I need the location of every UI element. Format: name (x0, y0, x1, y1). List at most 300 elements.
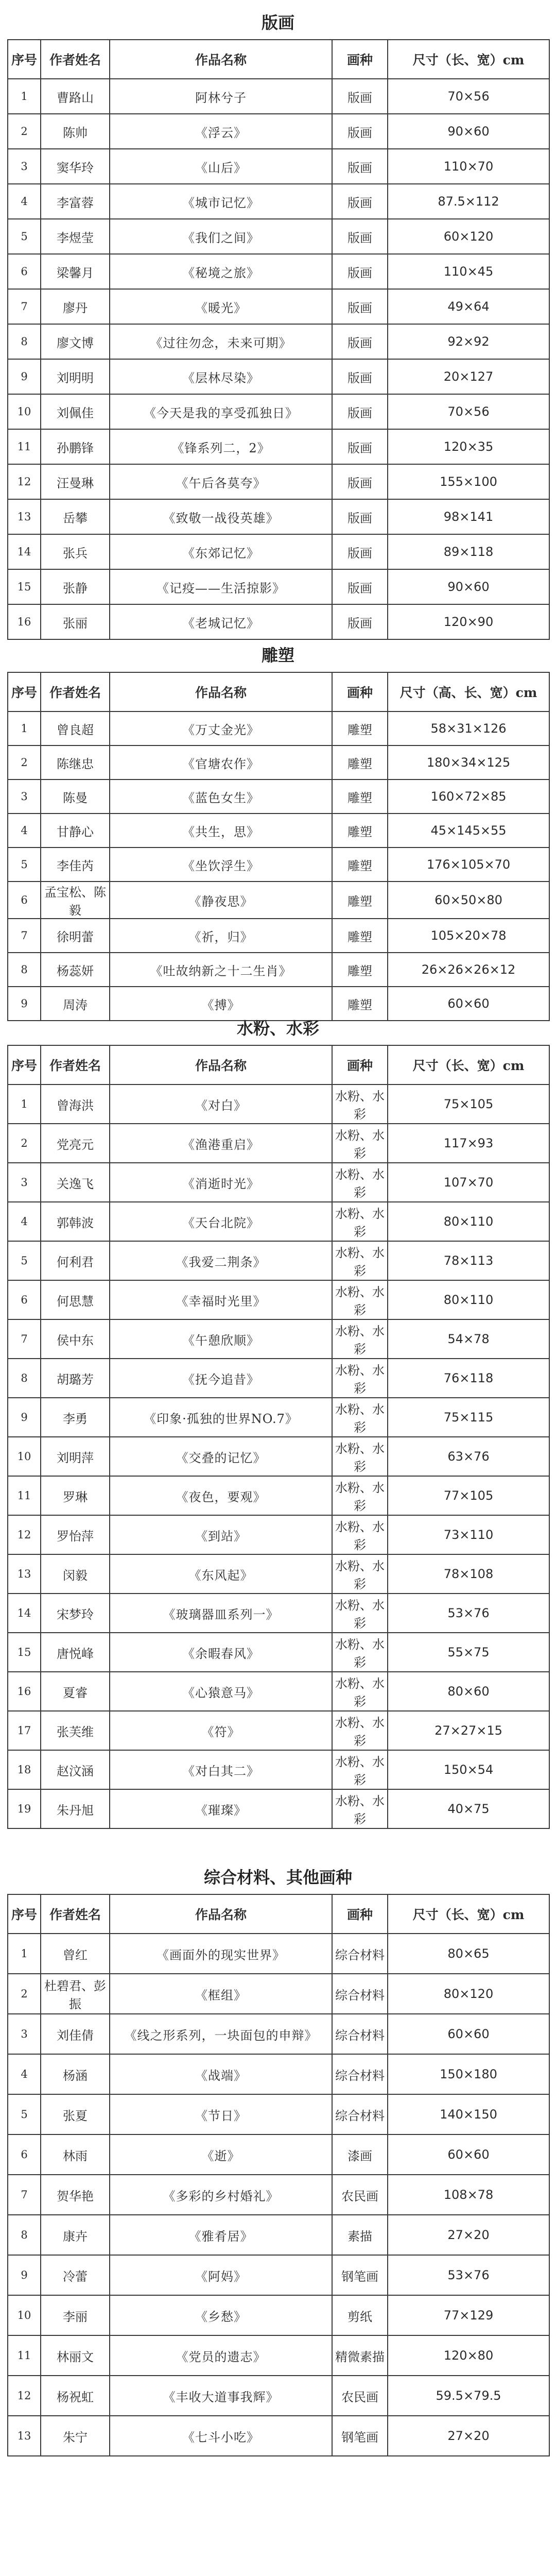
cell-size: 78×108 (388, 1554, 549, 1594)
cell-index: 12 (8, 1515, 41, 1554)
cell-title: 《暖光》 (110, 289, 332, 324)
cell-medium: 精微素描 (332, 2335, 388, 2376)
cell-medium: 综合材料 (332, 2054, 388, 2094)
cell-size: 60×60 (388, 2014, 549, 2054)
cell-author: 侯中东 (41, 1319, 110, 1359)
cell-medium: 版画 (332, 429, 388, 464)
cell-size: 70×56 (388, 394, 549, 429)
cell-title: 《玻璃器皿系列一》 (110, 1594, 332, 1633)
cell-author: 曾良超 (41, 711, 110, 745)
cell-title: 《乡愁》 (110, 2295, 332, 2335)
cell-size: 26×26×26×12 (388, 953, 549, 987)
cell-medium: 版画 (332, 254, 388, 289)
cell-size: 155×100 (388, 464, 549, 499)
table-header-row (8, 1045, 549, 1084)
table-row (8, 1163, 549, 1202)
cell-author: 夏睿 (41, 1672, 110, 1711)
table-row (8, 464, 549, 499)
cell-index: 13 (8, 499, 41, 534)
table-header-row (8, 40, 549, 79)
cell-title: 《老城记忆》 (110, 604, 332, 639)
cell-size: 120×80 (388, 2335, 549, 2376)
header-col-size: 尺寸（高、长、宽）cm (388, 672, 549, 711)
cell-index: 16 (8, 604, 41, 639)
cell-medium: 漆画 (332, 2134, 388, 2175)
cell-title: 《线之形系列，一块面包的申辩》 (110, 2014, 332, 2054)
table-row (8, 711, 549, 745)
cell-medium: 水粉、水彩 (332, 1359, 388, 1398)
cell-index: 7 (8, 1319, 41, 1359)
cell-size: 77×129 (388, 2295, 549, 2335)
cell-author: 孙鹏锋 (41, 429, 110, 464)
cell-size: 75×105 (388, 1084, 549, 1124)
cell-title: 《夜色，要观》 (110, 1476, 332, 1515)
cell-index: 3 (8, 779, 41, 814)
table-row (8, 324, 549, 359)
cell-title: 《框组》 (110, 1974, 332, 2014)
cell-medium: 雕塑 (332, 711, 388, 745)
cell-size: 20×127 (388, 359, 549, 394)
cell-index: 7 (8, 2175, 41, 2215)
cell-author: 张芙维 (41, 1711, 110, 1750)
table-row (8, 429, 549, 464)
cell-title: 《过往勿念，未来可期》 (110, 324, 332, 359)
cell-title: 《山后》 (110, 149, 332, 184)
table-row (8, 1437, 549, 1476)
cell-medium: 版画 (332, 219, 388, 254)
table-row (8, 882, 549, 919)
cell-index: 6 (8, 882, 41, 919)
cell-index: 2 (8, 1974, 41, 2014)
table-row (8, 359, 549, 394)
sculpture-table (7, 672, 550, 1021)
table-row (8, 1398, 549, 1437)
table-row (8, 745, 549, 779)
mixed-media-table (7, 1894, 550, 2456)
cell-author: 刘明萍 (41, 1437, 110, 1476)
cell-index: 9 (8, 2255, 41, 2295)
cell-author: 闵毅 (41, 1554, 110, 1594)
cell-author: 何利君 (41, 1241, 110, 1280)
cell-medium: 农民画 (332, 2376, 388, 2416)
table-header-row (8, 1894, 549, 1934)
cell-size: 60×50×80 (388, 882, 549, 919)
table-row (8, 2094, 549, 2134)
cell-medium: 雕塑 (332, 814, 388, 848)
table-row (8, 779, 549, 814)
cell-author: 李勇 (41, 1398, 110, 1437)
cell-author: 朱宁 (41, 2416, 110, 2456)
watercolor-table (7, 1045, 550, 1829)
cell-index: 6 (8, 254, 41, 289)
cell-medium: 版画 (332, 289, 388, 324)
cell-author: 罗怡萍 (41, 1515, 110, 1554)
cell-medium: 版画 (332, 604, 388, 639)
section-title: 版画 (261, 13, 294, 32)
cell-index: 8 (8, 2215, 41, 2255)
cell-medium: 水粉、水彩 (332, 1750, 388, 1789)
cell-medium: 水粉、水彩 (332, 1633, 388, 1672)
cell-author: 康卉 (41, 2215, 110, 2255)
cell-index: 5 (8, 219, 41, 254)
cell-medium: 雕塑 (332, 987, 388, 1021)
cell-author: 甘静心 (41, 814, 110, 848)
cell-title: 《午憩欣顺》 (110, 1319, 332, 1359)
header-col-index: 序号 (8, 40, 41, 79)
cell-title: 《符》 (110, 1711, 332, 1750)
table-row (8, 2295, 549, 2335)
cell-author: 廖丹 (41, 289, 110, 324)
cell-title: 《致敬一战役英雄》 (110, 499, 332, 534)
cell-medium: 水粉、水彩 (332, 1554, 388, 1594)
cell-medium: 版画 (332, 114, 388, 149)
table-row (8, 2175, 549, 2215)
cell-size: 60×60 (388, 987, 549, 1021)
cell-size: 87.5×112 (388, 184, 549, 219)
cell-author: 张夏 (41, 2094, 110, 2134)
cell-size: 40×75 (388, 1789, 549, 1828)
cell-size: 53×76 (388, 1594, 549, 1633)
cell-size: 27×20 (388, 2416, 549, 2456)
table-row (8, 219, 549, 254)
header-col-index: 序号 (8, 672, 41, 711)
cell-size: 80×110 (388, 1280, 549, 1319)
cell-size: 105×20×78 (388, 919, 549, 953)
cell-size: 78×113 (388, 1241, 549, 1280)
cell-title: 《祈，归》 (110, 919, 332, 953)
cell-index: 5 (8, 2094, 41, 2134)
cell-medium: 水粉、水彩 (332, 1789, 388, 1828)
cell-author: 唐悦峰 (41, 1633, 110, 1672)
cell-medium: 综合材料 (332, 2094, 388, 2134)
cell-author: 汪曼琳 (41, 464, 110, 499)
section-title: 综合材料、其他画种 (203, 1868, 352, 1887)
cell-index: 14 (8, 534, 41, 569)
cell-medium: 水粉、水彩 (332, 1672, 388, 1711)
cell-index: 1 (8, 79, 41, 114)
table-row (8, 1974, 549, 2014)
cell-title: 《城市记忆》 (110, 184, 332, 219)
cell-index: 8 (8, 953, 41, 987)
cell-medium: 版画 (332, 464, 388, 499)
table-row (8, 1789, 549, 1828)
cell-title: 《天台北院》 (110, 1202, 332, 1241)
cell-author: 刘佳倩 (41, 2014, 110, 2054)
cell-index: 8 (8, 1359, 41, 1398)
cell-index: 1 (8, 711, 41, 745)
cell-size: 110×45 (388, 254, 549, 289)
cell-size: 120×35 (388, 429, 549, 464)
table-row (8, 1672, 549, 1711)
cell-medium: 雕塑 (332, 848, 388, 882)
table-row (8, 1476, 549, 1515)
cell-medium: 钢笔画 (332, 2416, 388, 2456)
cell-title: 《渔港重启》 (110, 1124, 332, 1163)
cell-medium: 综合材料 (332, 1934, 388, 1974)
cell-index: 11 (8, 429, 41, 464)
cell-index: 13 (8, 2416, 41, 2456)
cell-size: 140×150 (388, 2094, 549, 2134)
header-col-size: 尺寸（长、宽）cm (388, 1045, 549, 1084)
cell-author: 梁馨月 (41, 254, 110, 289)
cell-title: 《对白其二》 (110, 1750, 332, 1789)
cell-size: 89×118 (388, 534, 549, 569)
cell-medium: 雕塑 (332, 779, 388, 814)
table-row (8, 2134, 549, 2175)
cell-size: 160×72×85 (388, 779, 549, 814)
cell-medium: 水粉、水彩 (332, 1124, 388, 1163)
cell-index: 5 (8, 848, 41, 882)
cell-author: 何思慧 (41, 1280, 110, 1319)
cell-index: 12 (8, 2376, 41, 2416)
table-row (8, 2255, 549, 2295)
section-title: 雕塑 (261, 646, 294, 665)
cell-author: 刘明明 (41, 359, 110, 394)
cell-size: 108×78 (388, 2175, 549, 2215)
cell-author: 曾红 (41, 1934, 110, 1974)
cell-size: 27×27×15 (388, 1711, 549, 1750)
cell-title: 《璀璨》 (110, 1789, 332, 1828)
header-col-title: 作品名称 (110, 40, 332, 79)
cell-author: 朱丹旭 (41, 1789, 110, 1828)
cell-author: 冷蕾 (41, 2255, 110, 2295)
table-row (8, 1633, 549, 1672)
cell-author: 李丽 (41, 2295, 110, 2335)
cell-author: 赵汶涵 (41, 1750, 110, 1789)
cell-size: 59.5×79.5 (388, 2376, 549, 2416)
table-row (8, 1594, 549, 1633)
header-col-medium: 画种 (332, 672, 388, 711)
header-col-medium: 画种 (332, 40, 388, 79)
cell-title: 《幸福时光里》 (110, 1280, 332, 1319)
cell-title: 《东郊记忆》 (110, 534, 332, 569)
cell-title: 《消逝时光》 (110, 1163, 332, 1202)
cell-index: 15 (8, 1633, 41, 1672)
cell-size: 150×180 (388, 2054, 549, 2094)
table-row (8, 289, 549, 324)
cell-title: 《午后各莫夸》 (110, 464, 332, 499)
table-row (8, 2335, 549, 2376)
cell-size: 53×76 (388, 2255, 549, 2295)
table-row (8, 1202, 549, 1241)
table-row (8, 499, 549, 534)
cell-index: 1 (8, 1934, 41, 1974)
cell-author: 张丽 (41, 604, 110, 639)
cell-index: 3 (8, 149, 41, 184)
table-row (8, 604, 549, 639)
cell-size: 77×105 (388, 1476, 549, 1515)
cell-title: 《蓝色女生》 (110, 779, 332, 814)
cell-index: 4 (8, 814, 41, 848)
cell-medium: 水粉、水彩 (332, 1280, 388, 1319)
table-row (8, 1084, 549, 1124)
cell-author: 李佳芮 (41, 848, 110, 882)
cell-title: 《印象·孤独的世界NO.7》 (110, 1398, 332, 1437)
cell-size: 180×34×125 (388, 745, 549, 779)
cell-index: 19 (8, 1789, 41, 1828)
table-row (8, 2054, 549, 2094)
cell-size: 150×54 (388, 1750, 549, 1789)
cell-index: 12 (8, 464, 41, 499)
cell-author: 宋梦玲 (41, 1594, 110, 1633)
table-row (8, 2416, 549, 2456)
header-col-author: 作者姓名 (41, 40, 110, 79)
cell-medium: 素描 (332, 2215, 388, 2255)
cell-medium: 水粉、水彩 (332, 1202, 388, 1241)
cell-title: 《我们之间》 (110, 219, 332, 254)
cell-index: 10 (8, 2295, 41, 2335)
cell-author: 窦华玲 (41, 149, 110, 184)
cell-title: 《记疫——生活掠影》 (110, 569, 332, 604)
table-row (8, 814, 549, 848)
cell-index: 2 (8, 114, 41, 149)
table-row (8, 1750, 549, 1789)
cell-medium: 水粉、水彩 (332, 1084, 388, 1124)
table-row (8, 149, 549, 184)
cell-title: 《搏》 (110, 987, 332, 1021)
cell-title: 《雅肴居》 (110, 2215, 332, 2255)
header-col-index: 序号 (8, 1894, 41, 1934)
cell-size: 90×60 (388, 569, 549, 604)
cell-medium: 水粉、水彩 (332, 1711, 388, 1750)
cell-title: 《心猿意马》 (110, 1672, 332, 1711)
cell-author: 刘佩佳 (41, 394, 110, 429)
cell-medium: 版画 (332, 499, 388, 534)
cell-size: 75×115 (388, 1398, 549, 1437)
cell-size: 49×64 (388, 289, 549, 324)
cell-size: 70×56 (388, 79, 549, 114)
cell-size: 117×93 (388, 1124, 549, 1163)
cell-title: 《秘境之旅》 (110, 254, 332, 289)
cell-author: 林雨 (41, 2134, 110, 2175)
table-row (8, 1280, 549, 1319)
cell-author: 张兵 (41, 534, 110, 569)
cell-title: 《阿妈》 (110, 2255, 332, 2295)
cell-medium: 版画 (332, 569, 388, 604)
cell-title: 《我爱二荆条》 (110, 1241, 332, 1280)
cell-medium: 版画 (332, 184, 388, 219)
cell-size: 63×76 (388, 1437, 549, 1476)
cell-size: 45×145×55 (388, 814, 549, 848)
header-col-title: 作品名称 (110, 672, 332, 711)
header-col-title: 作品名称 (110, 1894, 332, 1934)
cell-size: 58×31×126 (388, 711, 549, 745)
cell-author: 杜碧君、彭振 (41, 1974, 110, 2014)
cell-index: 8 (8, 324, 41, 359)
cell-size: 92×92 (388, 324, 549, 359)
cell-author: 杨祝虹 (41, 2376, 110, 2416)
table-row (8, 114, 549, 149)
table-row (8, 848, 549, 882)
cell-index: 1 (8, 1084, 41, 1124)
cell-medium: 版画 (332, 394, 388, 429)
cell-index: 2 (8, 745, 41, 779)
cell-size: 176×105×70 (388, 848, 549, 882)
cell-index: 5 (8, 1241, 41, 1280)
table-row (8, 394, 549, 429)
cell-index: 4 (8, 2054, 41, 2094)
cell-size: 120×90 (388, 604, 549, 639)
cell-index: 3 (8, 1163, 41, 1202)
header-col-size: 尺寸（长、宽）cm (388, 40, 549, 79)
cell-index: 7 (8, 289, 41, 324)
section-title: 水粉、水彩 (236, 1019, 319, 1038)
table-row (8, 2014, 549, 2054)
cell-medium: 综合材料 (332, 1974, 388, 2014)
header-col-author: 作者姓名 (41, 672, 110, 711)
cell-size: 98×141 (388, 499, 549, 534)
table-row (8, 953, 549, 987)
prints-table (7, 39, 550, 640)
header-col-index: 序号 (8, 1045, 41, 1084)
cell-size: 73×110 (388, 1515, 549, 1554)
table-row (8, 1554, 549, 1594)
section-watercolor (7, 1012, 549, 1829)
header-col-medium: 画种 (332, 1894, 388, 1934)
cell-author: 杨蕊妍 (41, 953, 110, 987)
cell-medium: 水粉、水彩 (332, 1515, 388, 1554)
table-row (8, 2215, 549, 2255)
cell-index: 7 (8, 919, 41, 953)
cell-title: 《余暇春风》 (110, 1633, 332, 1672)
cell-title: 《对白》 (110, 1084, 332, 1124)
cell-author: 周涛 (41, 987, 110, 1021)
cell-title: 阿林兮子 (110, 79, 332, 114)
header-col-medium: 画种 (332, 1045, 388, 1084)
cell-size: 54×78 (388, 1319, 549, 1359)
cell-medium: 水粉、水彩 (332, 1437, 388, 1476)
table-row (8, 1241, 549, 1280)
cell-index: 2 (8, 1124, 41, 1163)
cell-author: 岳攀 (41, 499, 110, 534)
cell-author: 陈曼 (41, 779, 110, 814)
cell-title: 《锋系列二，2》 (110, 429, 332, 464)
table-row (8, 1124, 549, 1163)
cell-title: 《浮云》 (110, 114, 332, 149)
table-row (8, 919, 549, 953)
cell-size: 80×60 (388, 1672, 549, 1711)
cell-size: 80×110 (388, 1202, 549, 1241)
header-col-author: 作者姓名 (41, 1045, 110, 1084)
cell-author: 廖文博 (41, 324, 110, 359)
cell-title: 《抚今追昔》 (110, 1359, 332, 1398)
cell-index: 4 (8, 184, 41, 219)
cell-author: 徐明蕾 (41, 919, 110, 953)
cell-medium: 剪纸 (332, 2295, 388, 2335)
cell-title: 《交叠的记忆》 (110, 1437, 332, 1476)
cell-index: 13 (8, 1554, 41, 1594)
section-prints (7, 6, 549, 640)
table-row (8, 1934, 549, 1974)
cell-medium: 雕塑 (332, 882, 388, 919)
cell-title: 《官塘农作》 (110, 745, 332, 779)
cell-author: 张静 (41, 569, 110, 604)
table-row (8, 1711, 549, 1750)
table-row (8, 254, 549, 289)
cell-index: 17 (8, 1711, 41, 1750)
table-row (8, 2376, 549, 2416)
cell-medium: 版画 (332, 149, 388, 184)
cell-size: 110×70 (388, 149, 549, 184)
table-row (8, 534, 549, 569)
cell-title: 《坐饮浮生》 (110, 848, 332, 882)
table-row (8, 1319, 549, 1359)
cell-title: 《万丈金光》 (110, 711, 332, 745)
cell-size: 80×65 (388, 1934, 549, 1974)
cell-index: 15 (8, 569, 41, 604)
cell-index: 4 (8, 1202, 41, 1241)
cell-title: 《静夜思》 (110, 882, 332, 919)
